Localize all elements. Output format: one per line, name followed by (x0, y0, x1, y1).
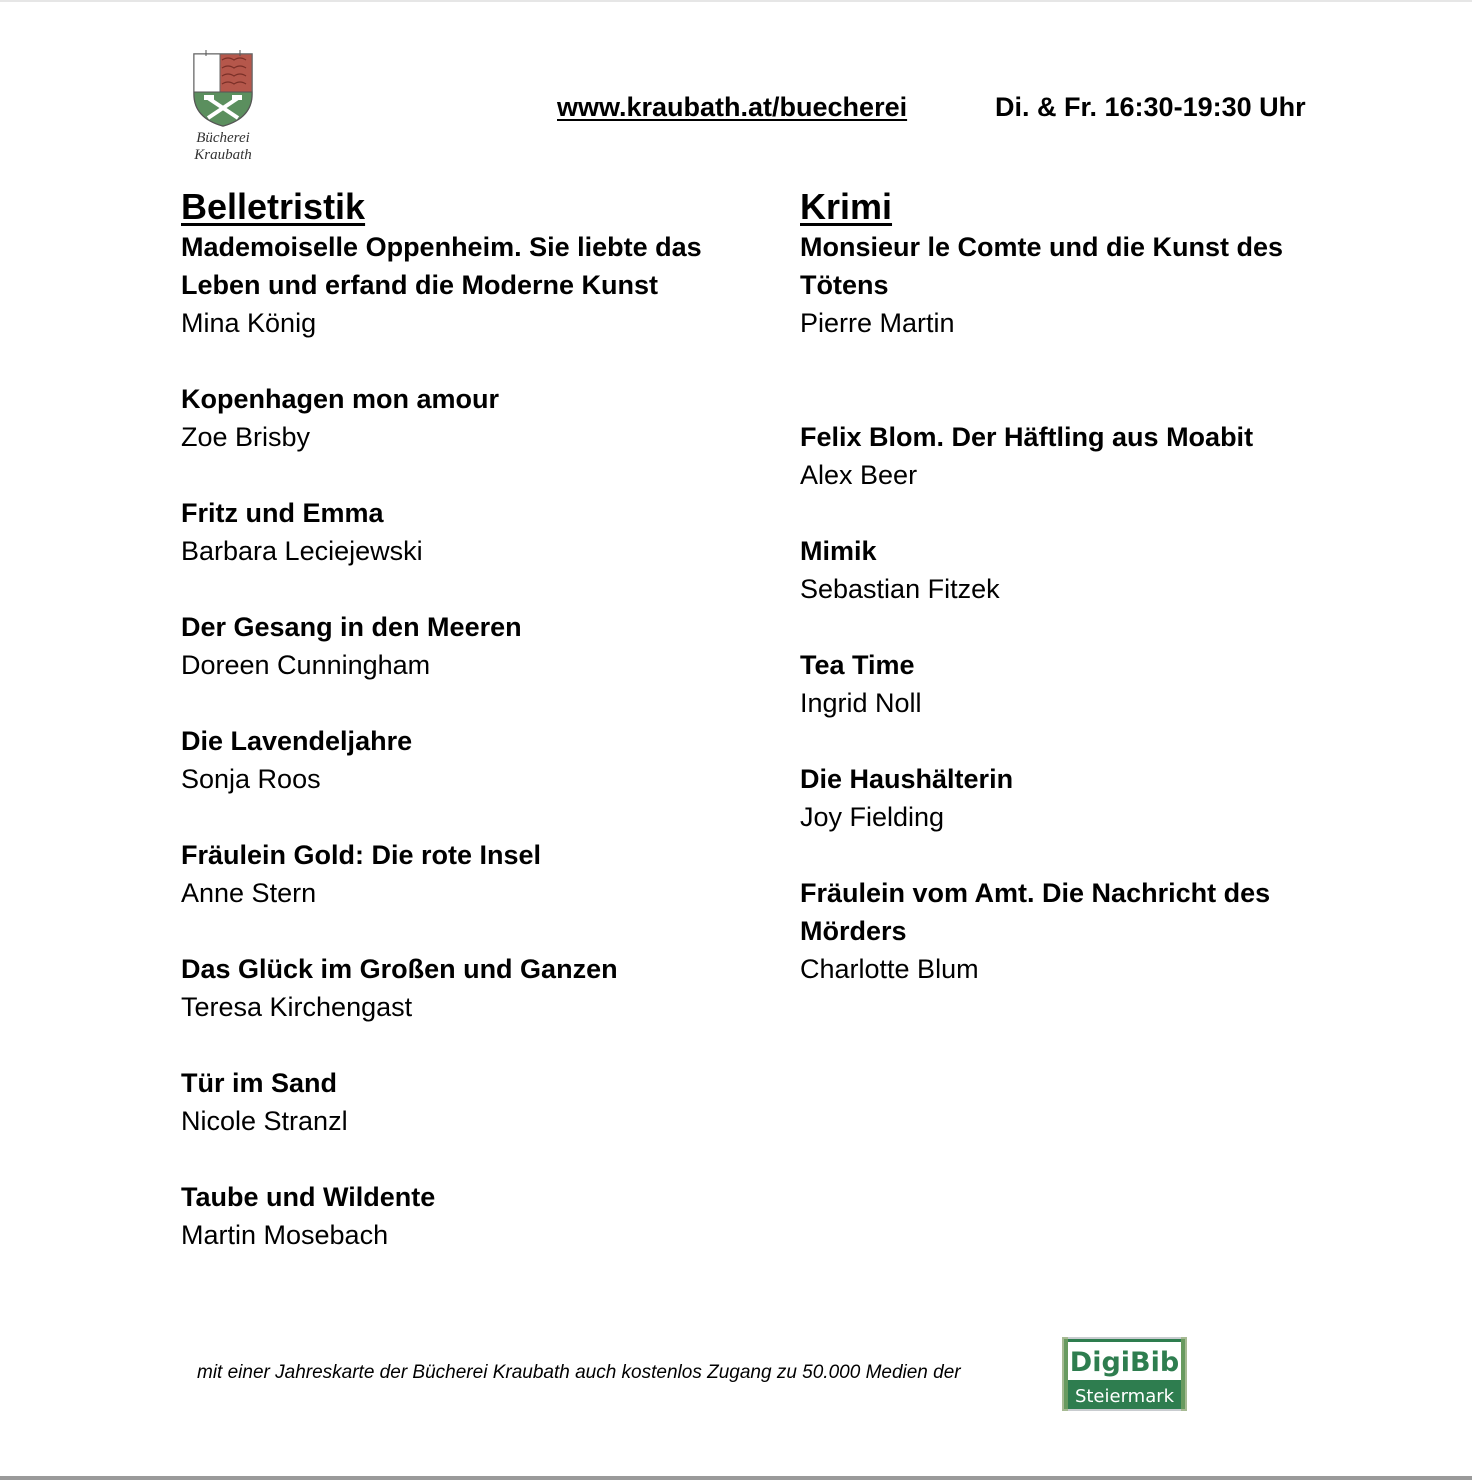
list-item (800, 532, 1340, 608)
book-author: Barbara Leciejewski (181, 536, 423, 566)
book-author: Alex Beer (800, 460, 918, 490)
list-item (800, 646, 1340, 722)
list-item (800, 874, 1340, 988)
logo-text (186, 130, 260, 164)
bottom-rule (0, 1476, 1472, 1480)
book-author: Mina König (181, 308, 317, 338)
list-item (181, 228, 741, 342)
book-title: Das Glück im Großen und Ganzen (181, 954, 618, 984)
book-title: Fräulein vom Amt. Die Nachricht des Mörders (800, 878, 1271, 946)
krimi-column (800, 186, 1340, 1026)
book-title: Die Lavendeljahre (181, 726, 413, 756)
library-logo (186, 46, 260, 168)
section-title-belletristik: Belletristik (181, 186, 366, 227)
book-author: Nicole Stranzl (181, 1106, 348, 1136)
book-title: Der Gesang in den Meeren (181, 612, 522, 642)
footer-note: mit einer Jahreskarte der Bücherei Kraubath auch kostenlos Zugang zu 50.000 Medien der (197, 1362, 961, 1383)
book-author: Teresa Kirchengast (181, 992, 413, 1022)
list-item (181, 608, 741, 684)
list-item (181, 1064, 741, 1140)
book-author: Charlotte Blum (800, 954, 979, 984)
book-list-krimi (800, 228, 1340, 988)
belletristik-column (181, 186, 741, 1292)
book-author: Doreen Cunningham (181, 650, 431, 680)
book-title: Fritz und Emma (181, 498, 384, 528)
book-author: Sonja Roos (181, 764, 321, 794)
list-item (181, 722, 741, 798)
book-title: Tür im Sand (181, 1068, 338, 1098)
book-title: Fräulein Gold: Die rote Insel (181, 840, 542, 870)
book-title: Die Haushälterin (800, 764, 1014, 794)
book-author: Pierre Martin (800, 308, 955, 338)
list-item (800, 228, 1340, 342)
book-author: Zoe Brisby (181, 422, 311, 452)
list-item (800, 418, 1340, 494)
book-title: Monsieur le Comte und die Kunst des Tötens (800, 232, 1284, 300)
book-list-belletristik (181, 228, 741, 1254)
book-author: Martin Mosebach (181, 1220, 389, 1250)
opening-hours: Di. & Fr. 16:30-19:30 Uhr (995, 92, 1306, 122)
book-author: Ingrid Noll (800, 688, 922, 718)
crest-icon (186, 46, 260, 130)
book-title: Felix Blom. Der Häftling aus Moabit (800, 422, 1254, 452)
list-item (181, 494, 741, 570)
top-rule (0, 0, 1472, 2)
list-item (181, 836, 741, 912)
book-title: Mademoiselle Oppenheim. Sie liebte das Leben und erfand die Moderne Kunst (181, 232, 702, 300)
book-title: Tea Time (800, 650, 915, 680)
logo-text-content: Bücherei Kraubath (194, 130, 252, 163)
book-title: Taube und Wildente (181, 1182, 436, 1212)
book-title: Mimik (800, 536, 877, 566)
digibib-logo[interactable] (1062, 1337, 1187, 1411)
library-website-link[interactable]: www.kraubath.at/buecherei (557, 92, 908, 122)
book-author: Anne Stern (181, 878, 317, 908)
digibib-bottom-text: Steiermark (1074, 1386, 1175, 1407)
digibib-top-text: DigiBib (1069, 1347, 1180, 1378)
book-author: Sebastian Fitzek (800, 574, 1000, 604)
list-item (181, 1178, 741, 1254)
list-item (181, 380, 741, 456)
book-title: Kopenhagen mon amour (181, 384, 500, 414)
list-item (800, 760, 1340, 836)
digibib-badge-icon (1062, 1337, 1187, 1411)
section-title-krimi: Krimi (800, 186, 893, 227)
list-item (181, 950, 741, 1026)
book-author: Joy Fielding (800, 802, 945, 832)
